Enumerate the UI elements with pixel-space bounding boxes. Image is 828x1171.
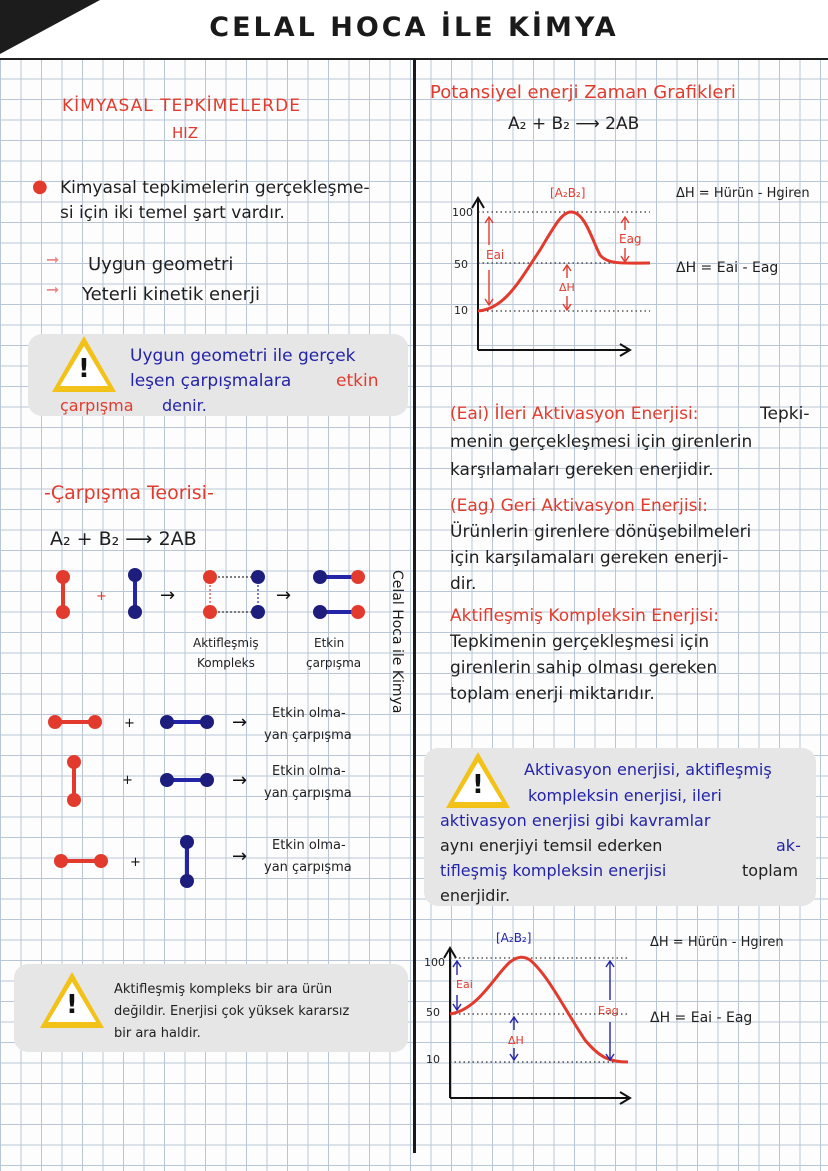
row3-text-2: yan çarpışma — [264, 860, 352, 875]
graph2-tick-50: 50 — [426, 1006, 440, 1019]
row3-text-1: Etkin olma- — [272, 838, 346, 853]
graph2-axes — [444, 948, 630, 1104]
row3-molecules — [54, 835, 247, 888]
graph2-energy-curve — [450, 957, 628, 1062]
eai-text-3: karşılamaları gereken enerjidir. — [450, 460, 714, 480]
eai-title: (Eai) İleri Aktivasyon Enerjisi: — [450, 404, 699, 424]
graph-reaction: A₂ + B₂ ⟶ 2AB — [508, 114, 640, 134]
callout3-line6: enerjidir. — [440, 886, 511, 905]
graph2-formula-2: ΔH = Eai - Eag — [650, 1010, 753, 1026]
svg-text:→: → — [232, 846, 248, 867]
eai-text-1: Tepki- — [760, 404, 810, 424]
row2-molecules — [67, 755, 247, 807]
callout3-line3: aktivasyon enerjisi gibi kavramlar — [440, 811, 711, 830]
graph1-tick-100: 100 — [452, 206, 473, 219]
ak-text-3: toplam enerji miktarıdır. — [450, 684, 655, 704]
bullet-text-line1: Kimyasal tepkimelerin gerçekleşme- — [60, 178, 370, 198]
side-label: Celal Hoca ile Kimya — [389, 570, 405, 714]
section-title-sub: HIZ — [172, 124, 198, 142]
callout3-line4-highlight: ak- — [776, 836, 801, 855]
callout2-line2: değildir. Enerjisi çok yüksek kararsız — [114, 1004, 350, 1019]
theory-title: -Çarpışma Teorisi- — [44, 482, 214, 504]
graph2-tick-10: 10 — [426, 1053, 440, 1066]
graph2-tick-100: 100 — [424, 956, 445, 969]
warning-icon: ! — [446, 752, 510, 808]
callout3-line5-highlight: tifleşmiş kompleksin enerjisi — [440, 861, 667, 880]
eag-text-3: dir. — [450, 574, 477, 594]
graph2-complex-label: [A₂B₂] — [496, 931, 532, 945]
graph2-dotted-levels — [450, 958, 628, 1062]
svg-text:→: → — [232, 712, 248, 733]
callout3-line1: Aktivasyon enerjisi, aktifleşmiş — [524, 760, 772, 779]
arrow-right-icon: → — [160, 585, 176, 606]
graph2-eai-label: Eai — [456, 978, 473, 991]
graph1-axes — [472, 198, 630, 356]
callout3-line4: aynı enerjiyi temsil ederken — [440, 836, 663, 855]
arrow-icon: ➞ — [46, 250, 60, 269]
graph2-formula-1: ΔH = Hürün - Hgiren — [650, 935, 784, 950]
graph1-formula-2: ΔH = Eai - Eag — [676, 260, 779, 276]
bullet-text-line2: si için iki temel şart vardır. — [60, 203, 285, 223]
complex-label-2: Kompleks — [197, 656, 255, 670]
graph1-eag-label: Eag — [619, 232, 642, 246]
graph1-eai-label: Eai — [486, 248, 505, 262]
warning-icon: ! — [40, 972, 104, 1028]
condition-energy: Yeterli kinetik enerji — [82, 284, 261, 305]
warning-icon: ! — [52, 336, 116, 392]
svg-text:+: + — [130, 855, 141, 870]
callout1-highlight: etkin — [336, 371, 379, 391]
svg-text:→: → — [232, 770, 248, 791]
arrow-icon: ➞ — [46, 280, 60, 299]
arrow-right-icon: → — [276, 585, 292, 606]
callout1-line1: Uygun geometri ile gerçek — [130, 346, 356, 366]
graph1-tick-50: 50 — [454, 258, 468, 271]
ak-title: Aktifleşmiş Kompleksin Enerjisi: — [450, 606, 719, 626]
callout2-line3: bir ara haldir. — [114, 1026, 201, 1041]
row1-molecules — [48, 712, 247, 733]
callout3-line2: kompleksin enerjisi, ileri — [528, 786, 722, 805]
plus-sign: + — [96, 589, 107, 604]
effective-label-2: çarpışma — [306, 656, 362, 670]
molecule-a2-vertical — [56, 570, 70, 619]
ak-text-1: Tepkimenin gerçekleşmesi için — [450, 632, 710, 652]
graph1-complex-label: [A₂B₂] — [550, 186, 586, 200]
eag-title: (Eag) Geri Aktivasyon Enerjisi: — [450, 496, 708, 516]
svg-text:+: + — [124, 716, 135, 731]
callout3-line5: toplam — [742, 861, 799, 880]
eag-text-1: Ürünlerin girenlere dönüşebilmeleri — [450, 522, 752, 542]
row1-text-2: yan çarpışma — [264, 728, 352, 743]
graph1-formula-1: ΔH = Hürün - Hgiren — [676, 186, 810, 201]
ak-text-2: girenlerin sahip olması gereken — [450, 658, 718, 678]
graph2-dh-label: ΔH — [508, 1034, 524, 1047]
graph-section-title: Potansiyel enerji Zaman Grafikleri — [430, 82, 736, 103]
effective-label-1: Etkin — [314, 636, 345, 650]
theory-reaction: A₂ + B₂ ⟶ 2AB — [50, 528, 197, 550]
eag-text-2: için karşılamaları gereken enerji- — [450, 548, 729, 568]
callout2-line1: Aktifleşmiş kompleks bir ara ürün — [114, 982, 333, 997]
condition-geometry: Uygun geometri — [88, 254, 234, 275]
bullet-dot: ● — [32, 176, 48, 197]
product-ab-pairs — [313, 570, 365, 619]
molecule-b2-vertical — [128, 568, 142, 619]
callout1-line2: leşen çarpışmalara — [130, 371, 292, 391]
activated-complex-drawing — [203, 570, 265, 619]
graph1-tick-10: 10 — [454, 304, 468, 317]
callout1-highlight-2: çarpışma — [60, 396, 134, 415]
page-title: CELAL HOCA İLE KİMYA — [209, 12, 619, 43]
eai-text-2: menin gerçekleşmesi için girenlerin — [450, 432, 753, 452]
row2-text-1: Etkin olma- — [272, 764, 346, 779]
graph1-dh-label: ΔH — [559, 281, 575, 294]
graph2-eag-label: Eag — [598, 1004, 619, 1017]
svg-text:+: + — [122, 773, 133, 788]
complex-label-1: Aktifleşmiş — [193, 636, 259, 650]
row2-text-2: yan çarpışma — [264, 786, 352, 801]
row1-text-1: Etkin olma- — [272, 706, 346, 721]
section-title: KİMYASAL TEPKİMELERDE — [62, 96, 301, 116]
callout1-line3: denir. — [162, 396, 207, 415]
